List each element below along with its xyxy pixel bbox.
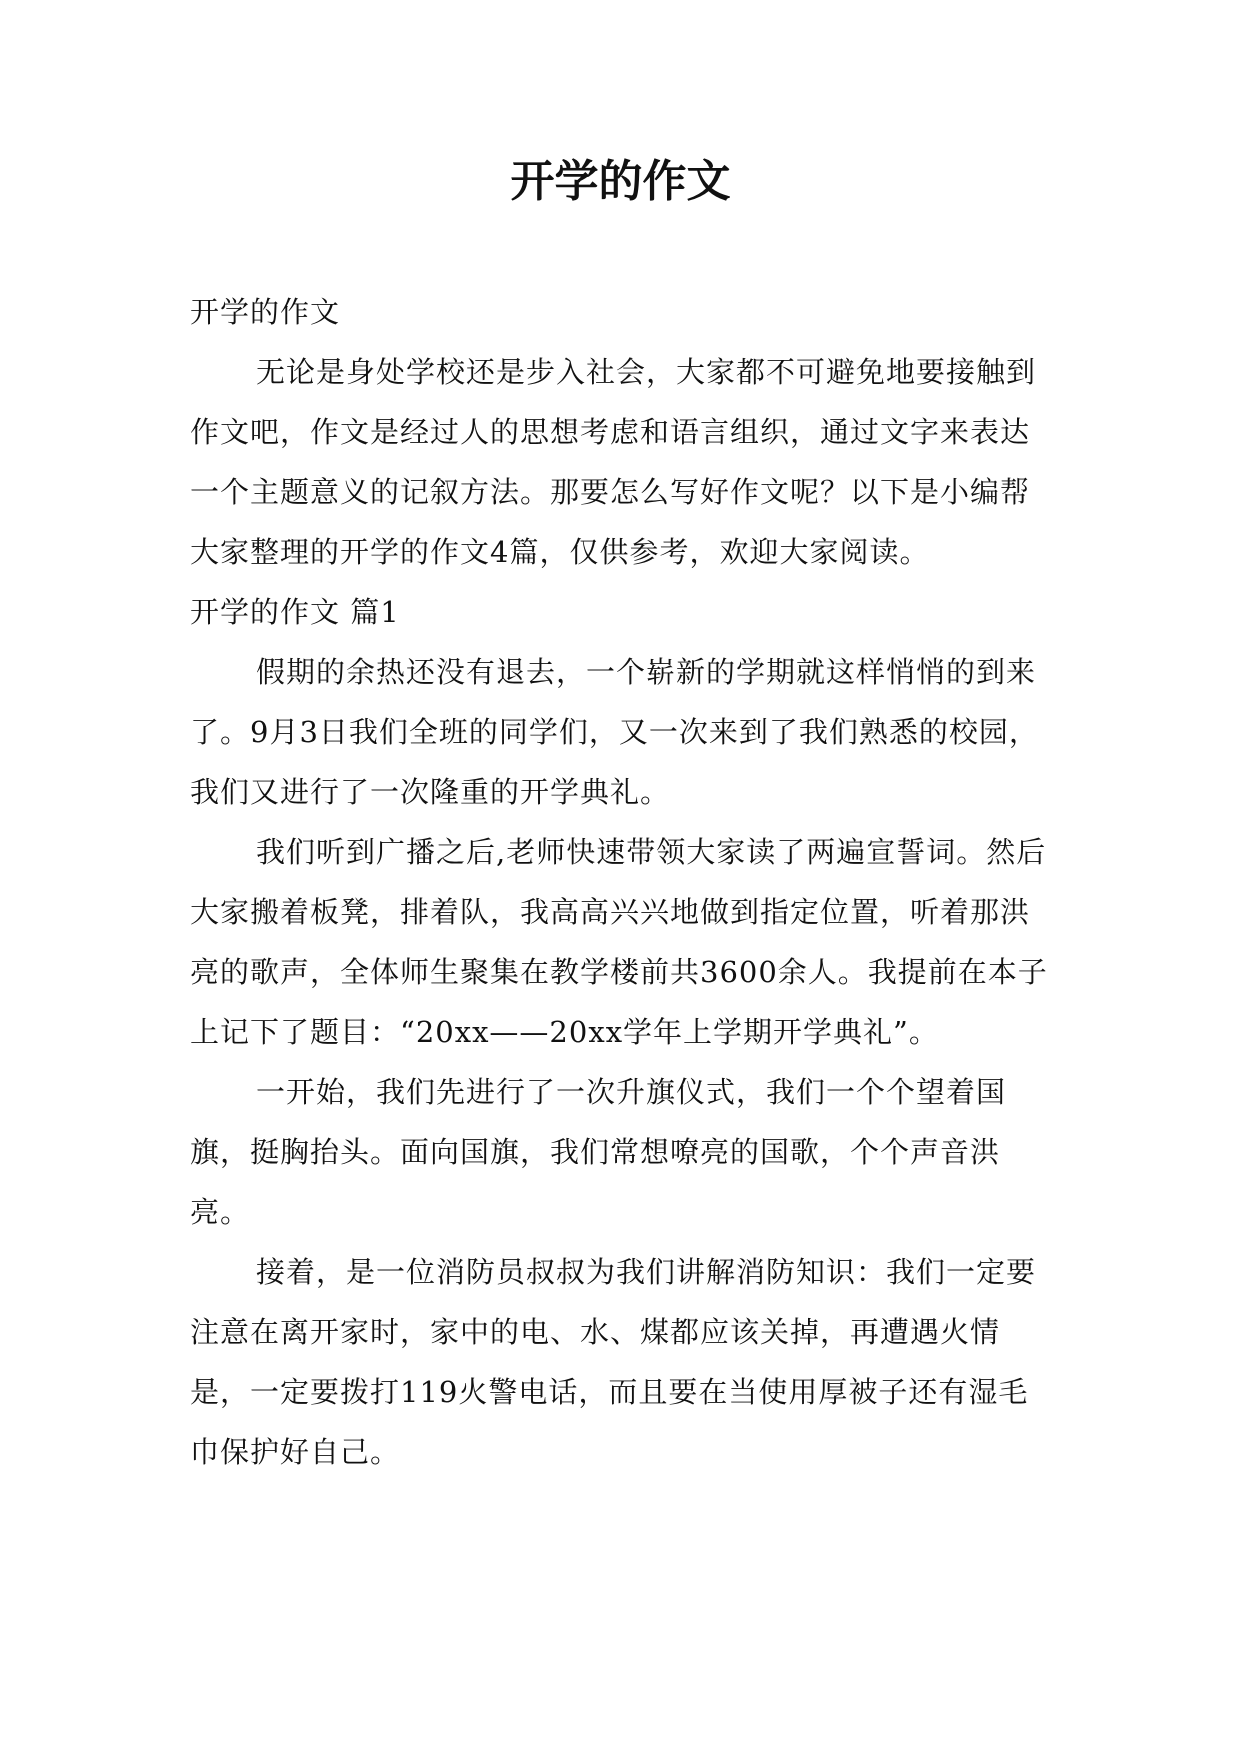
section-heading-essay-1: 开学的作文 篇1 xyxy=(190,595,400,629)
essay-paragraph: 假期的余热还没有退去，一个崭新的学期就这样悄悄的到来了。9月3日我们全班的同学们，又一次来到了我们熟悉的校园，我们又进行了一次隆重的开学典礼。 xyxy=(190,655,1039,809)
essay-paragraph: 我们听到广播之后,老师快速带领大家读了两遍宣誓词。然后大家搬着板凳，排着队，我高高兴兴地做到指定位置，听着那洪亮的歌声，全体师生聚集在教学楼前共3600余人。我提前在本子上记下了题目：“20xx——20xx学年上学期开学典礼”。 xyxy=(190,835,1048,1049)
document-body xyxy=(190,282,1050,1482)
document-title: 开学的作文 xyxy=(510,156,731,207)
intro-paragraph: 无论是身处学校还是步入社会，大家都不可避免地要接触到作文吧，作文是经过人的思想考虑和语言组织，通过文字来表达一个主题意义的记叙方法。那要怎么写好作文呢？以下是小编帮大家整理的开学的作文4篇，仅供参考，欢迎大家阅读。 xyxy=(190,355,1037,569)
essay-paragraph: 一开始，我们先进行了一次升旗仪式，我们一个个望着国旗，挺胸抬头。面向国旗，我们常想嘹亮的国歌，个个声音洪亮。 xyxy=(190,1075,1007,1229)
section-heading: 开学的作文 xyxy=(190,295,341,329)
essay-paragraph: 接着，是一位消防员叔叔为我们讲解消防知识：我们一定要注意在离开家时，家中的电、水、煤都应该关掉，再遭遇火情是，一定要拨打119火警电话，而且要在当使用厚被子还有湿毛巾保护好自己。 xyxy=(190,1255,1037,1469)
